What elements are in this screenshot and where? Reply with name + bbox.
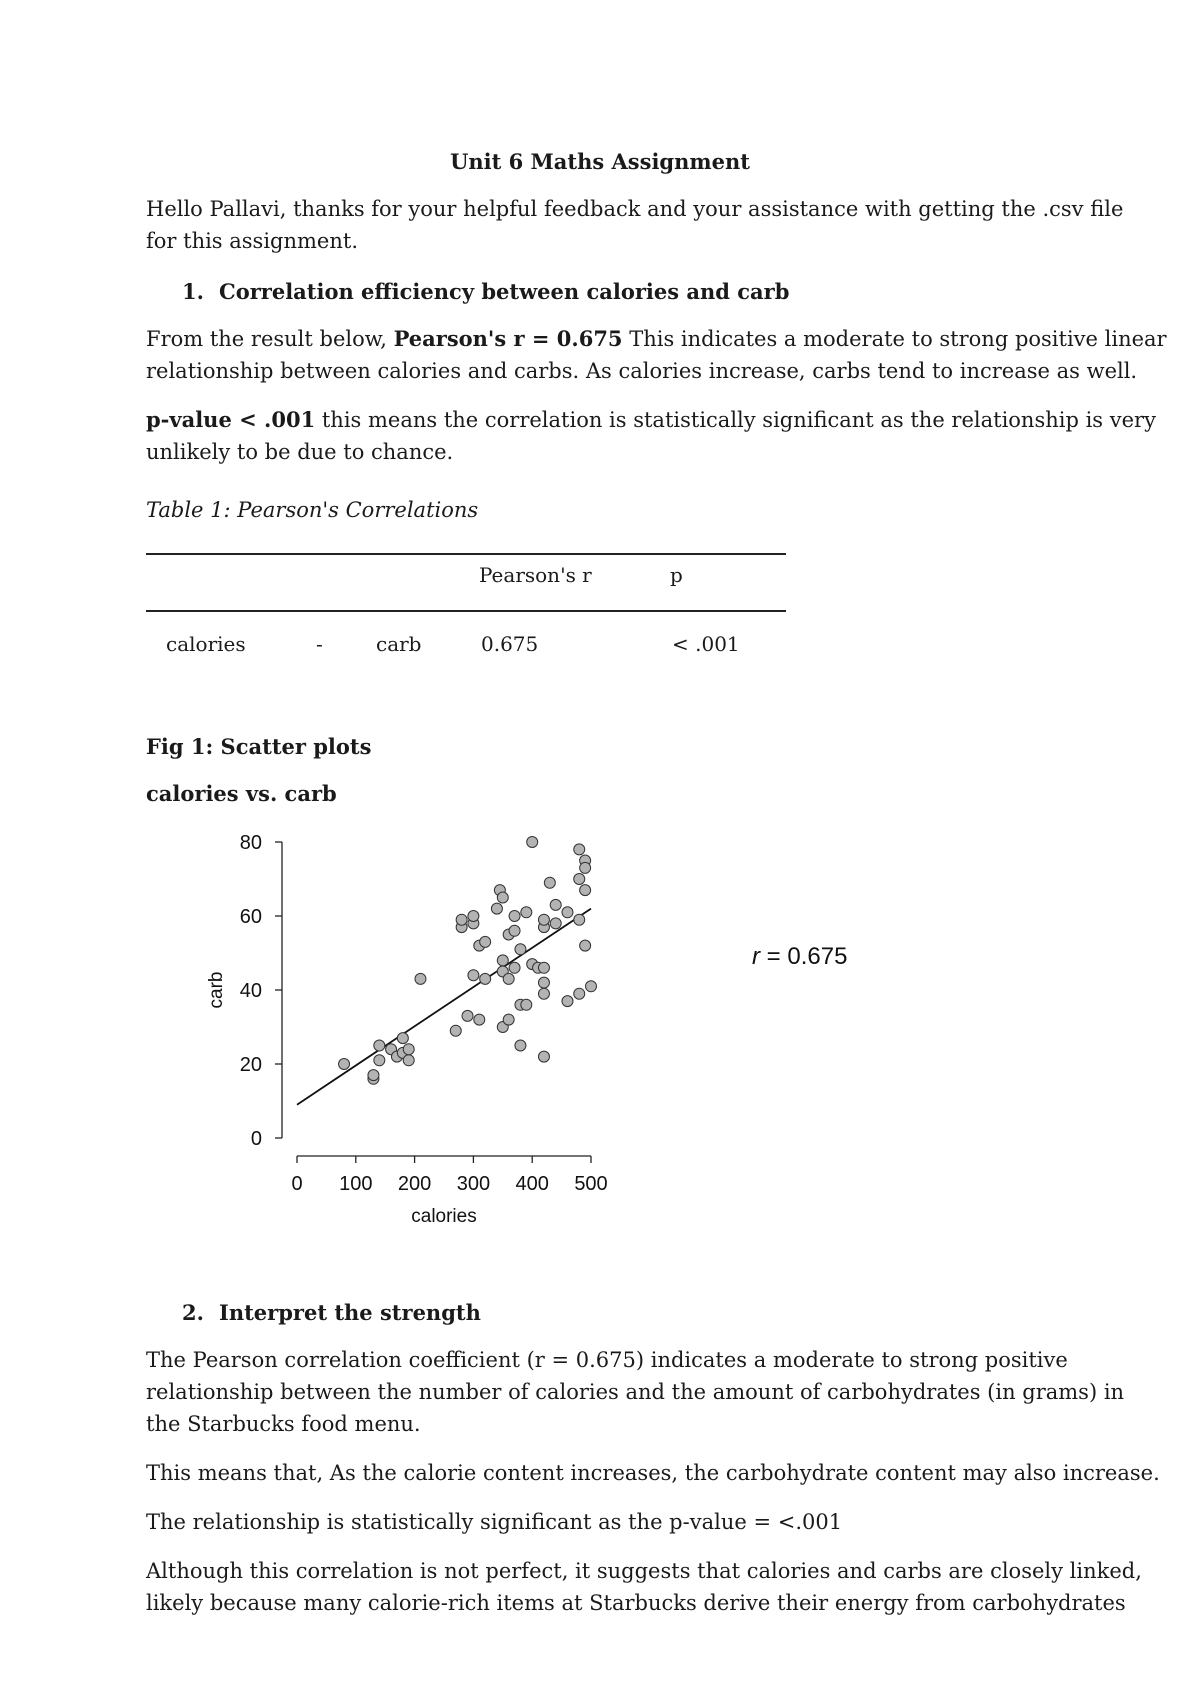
p1-prefix: From the result below, <box>146 327 394 351</box>
section-2-title: Interpret the strength <box>219 1300 481 1325</box>
section-1-paragraph-2-line-2: unlikely to be due to chance. <box>146 440 454 464</box>
y-tick-label-0: 0 <box>250 1128 262 1150</box>
data-point-32 <box>509 925 520 936</box>
plot-axes <box>206 832 608 1227</box>
data-point-39 <box>521 999 532 1010</box>
section-2-paragraph-4-line-2: likely because many calorie-rich items at Starbucks derive their energy from carbohydrates <box>146 1591 1126 1615</box>
p-value: p-value < .001 <box>146 407 316 432</box>
intro-line-2: for this assignment. <box>146 229 358 253</box>
data-point-21 <box>480 936 491 947</box>
y-tick-label-20: 20 <box>239 1054 262 1076</box>
section-1-title: Correlation efficiency between calories and carb <box>219 279 790 304</box>
data-point-18 <box>468 911 479 922</box>
plot-marks <box>297 837 597 1105</box>
section-2-paragraph-1-line-1: The Pearson correlation coefficient (r = 0.675) indicates a moderate to strong positive <box>146 1348 1068 1372</box>
y-tick-label-60: 60 <box>239 906 262 928</box>
data-point-55 <box>574 874 585 885</box>
data-point-35 <box>515 944 526 955</box>
table-cell-r: 0.675 <box>481 632 539 656</box>
x-tick-label-200: 200 <box>397 1173 432 1195</box>
data-point-0 <box>339 1059 350 1070</box>
section-1-number: 1. <box>182 279 204 304</box>
section-2-paragraph-1-line-2: relationship between the number of calories and the amount of carbohydrates (in grams) in <box>146 1380 1125 1404</box>
data-point-14 <box>456 914 467 925</box>
data-point-61 <box>580 940 591 951</box>
y-tick-label-80: 80 <box>239 832 262 854</box>
data-point-54 <box>574 844 585 855</box>
data-point-40 <box>527 837 538 848</box>
p1-rest: This indicates a moderate to strong positive linear <box>622 327 1167 351</box>
data-point-30 <box>503 973 514 984</box>
data-point-51 <box>550 918 561 929</box>
table-header-p: p <box>670 563 683 587</box>
data-point-38 <box>521 907 532 918</box>
data-point-47 <box>538 914 549 925</box>
x-axis-label: calories <box>411 1206 477 1227</box>
data-point-52 <box>562 907 573 918</box>
section-2-paragraph-2: This means that, As the calorie content increases, the carbohydrate content may also increase. <box>146 1461 1160 1485</box>
correlation-annotation <box>752 943 847 970</box>
page-title: Unit 6 Maths Assignment <box>450 149 750 174</box>
data-point-25 <box>497 892 508 903</box>
data-point-48 <box>538 1051 549 1062</box>
data-point-53 <box>562 996 573 1007</box>
data-point-62 <box>586 981 597 992</box>
data-point-23 <box>491 903 502 914</box>
data-point-56 <box>574 914 585 925</box>
table-cell-p: < .001 <box>672 632 740 656</box>
data-point-12 <box>450 1025 461 1036</box>
x-tick-label-100: 100 <box>339 1173 373 1195</box>
data-point-19 <box>474 1014 485 1025</box>
table-cell-var2: carb <box>376 632 422 656</box>
annotation-value: = 0.675 <box>760 943 848 970</box>
data-point-4 <box>374 1040 385 1051</box>
data-point-22 <box>480 973 491 984</box>
section-2-number: 2. <box>182 1300 204 1325</box>
data-point-3 <box>374 1055 385 1066</box>
table-caption: Table 1: Pearson's Correlations <box>146 498 479 522</box>
data-point-11 <box>415 973 426 984</box>
intro-line-1: Hello Pallavi, thanks for your helpful feedback and your assistance with getting the .csv file <box>146 197 1124 221</box>
data-point-60 <box>580 885 591 896</box>
data-point-33 <box>509 962 520 973</box>
data-point-43 <box>538 962 549 973</box>
section-1-paragraph-1-line-2: relationship between calories and carbs. As calories increase, carbs tend to increase as well. <box>146 359 1138 383</box>
table-header-pearson-r: Pearson's r <box>479 563 592 587</box>
table-cell-var1: calories <box>166 632 246 656</box>
data-point-8 <box>397 1033 408 1044</box>
section-2-paragraph-1-line-3: the Starbucks food menu. <box>146 1412 421 1436</box>
data-point-15 <box>462 1010 473 1021</box>
pearson-r-value: Pearson's r = 0.675 <box>393 326 623 351</box>
data-point-2 <box>368 1070 379 1081</box>
section-2-paragraph-4-line-1: Although this correlation is not perfect, it suggests that calories and carbs are closely linked, <box>146 1559 1142 1583</box>
table-cell-dash: - <box>316 632 323 656</box>
data-point-29 <box>503 1014 514 1025</box>
section-2-paragraph-3: The relationship is statistically significant as the p-value = <.001 <box>146 1510 843 1534</box>
data-point-59 <box>580 862 591 873</box>
data-point-45 <box>538 988 549 999</box>
data-point-44 <box>538 977 549 988</box>
regression-line <box>297 909 591 1105</box>
data-point-16 <box>468 970 479 981</box>
data-point-26 <box>497 955 508 966</box>
y-tick-label-40: 40 <box>239 980 262 1002</box>
x-tick-label-300: 300 <box>456 1173 491 1195</box>
p2-rest: this means the correlation is statistically significant as the relationship is very <box>315 408 1156 432</box>
x-tick-label-400: 400 <box>515 1173 549 1195</box>
y-axis-label: carb <box>206 971 227 1009</box>
data-point-50 <box>550 899 561 910</box>
data-point-57 <box>574 988 585 999</box>
annotation-symbol: r <box>752 943 760 970</box>
figure-caption: Fig 1: Scatter plots <box>146 734 372 759</box>
data-point-10 <box>403 1044 414 1055</box>
data-point-9 <box>403 1055 414 1066</box>
x-tick-label-500: 500 <box>574 1173 608 1195</box>
x-tick-label-0: 0 <box>291 1173 303 1195</box>
data-point-37 <box>515 1040 526 1051</box>
data-point-49 <box>544 877 555 888</box>
figure-subtitle: calories vs. carb <box>146 781 337 806</box>
data-point-34 <box>509 911 520 922</box>
